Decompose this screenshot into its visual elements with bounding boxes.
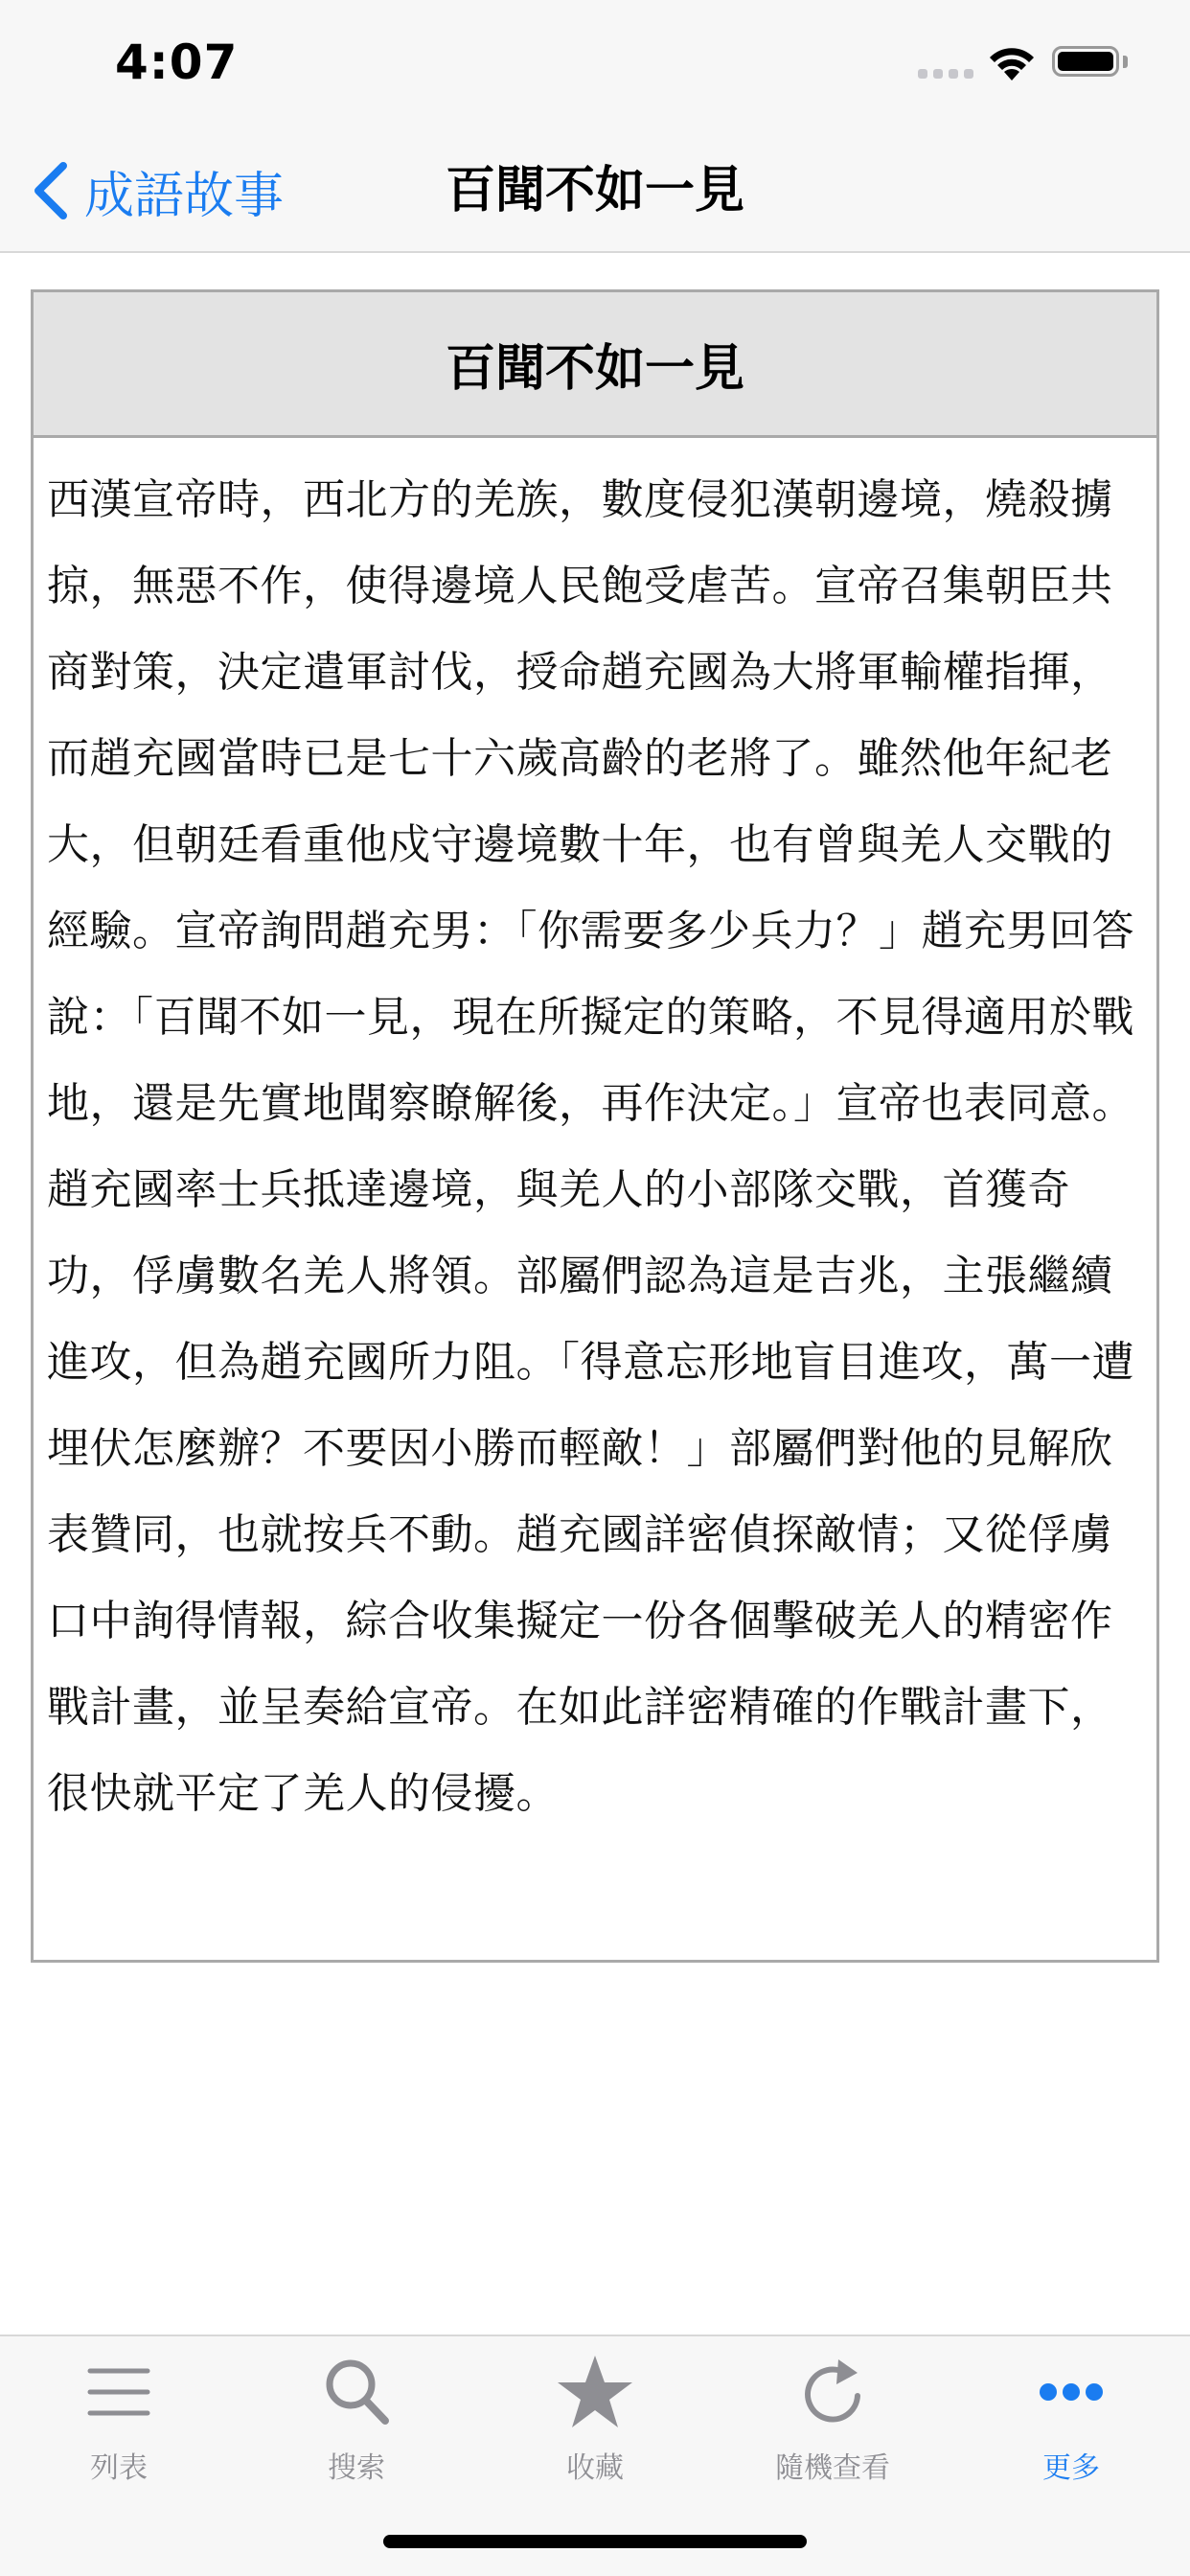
cellular-signal-icon (918, 69, 973, 79)
story-card (31, 289, 1159, 1963)
story-title: 百聞不如一見 (445, 340, 744, 398)
tab-random-label: 隨機查看 (775, 2451, 890, 2485)
tab-random[interactable] (714, 2352, 951, 2496)
status-bar (0, 0, 1190, 126)
wifi-icon (985, 42, 1039, 82)
list-icon (79, 2352, 159, 2432)
tab-search-label: 搜索 (328, 2451, 385, 2485)
tab-more-label: 更多 (1042, 2451, 1100, 2485)
tab-favorites[interactable] (476, 2352, 714, 2496)
star-icon (555, 2352, 635, 2432)
tab-search[interactable] (238, 2352, 475, 2496)
battery-cap (1123, 56, 1128, 68)
page-title: 百聞不如一見 (445, 162, 744, 219)
tab-list[interactable] (0, 2352, 238, 2496)
status-time: 4:07 (115, 34, 239, 90)
more-icon (1031, 2352, 1111, 2432)
story-header (34, 292, 1156, 438)
home-indicator (383, 2535, 807, 2548)
tab-more[interactable] (952, 2352, 1190, 2496)
refresh-icon (792, 2352, 873, 2432)
tab-favorites-label: 收藏 (566, 2451, 624, 2485)
back-button-label: 成語故事 (84, 167, 285, 225)
navigation-bar (0, 126, 1190, 253)
search-icon (316, 2352, 397, 2432)
battery-icon (1052, 46, 1119, 77)
tab-list-label: 列表 (90, 2451, 148, 2485)
story-body-text: 西漢宣帝時，西北方的羌族，數度侵犯漢朝邊境，燒殺擄掠，無惡不作，使得邊境人民飽受虐苦。宣帝召集朝臣共商對策，決定遣軍討伐，授命趙充國為大將軍輸權指揮，而趙充國當時已是七十六歲高齡的老將了。雖然他年紀老大，但朝廷看重他戍守邊境數十年，也有曾與羌人交戰的經驗。宣帝詢問趙充男：「你需要多少兵力？」趙充男回答說：「百聞不如一見，現在所擬定的策略，不見得適用於戰地，還是先實地聞察瞭解後，再作決定。」宣帝也表同意。趙充國率士兵抵達邊境，與羌人的小部隊交戰，首獲奇功，俘虜數名羌人將領。部屬們認為這是吉兆，主張繼續進攻，但為趙充國所力阻。「得意忘形地盲目進攻，萬一遭埋伏怎麼辦？不要因小勝而輕敵！」部屬們對他的見解欣表贊同，也就按兵不動。趙充國詳密偵探敵情；又從俘虜口中詢得情報，綜合收集擬定一份各個擊破羌人的精密作戰計畫，並呈奏給宣帝。在如此詳密精確的作戰計畫下，很快就平定了羌人的侵擾。 (47, 475, 1134, 1818)
